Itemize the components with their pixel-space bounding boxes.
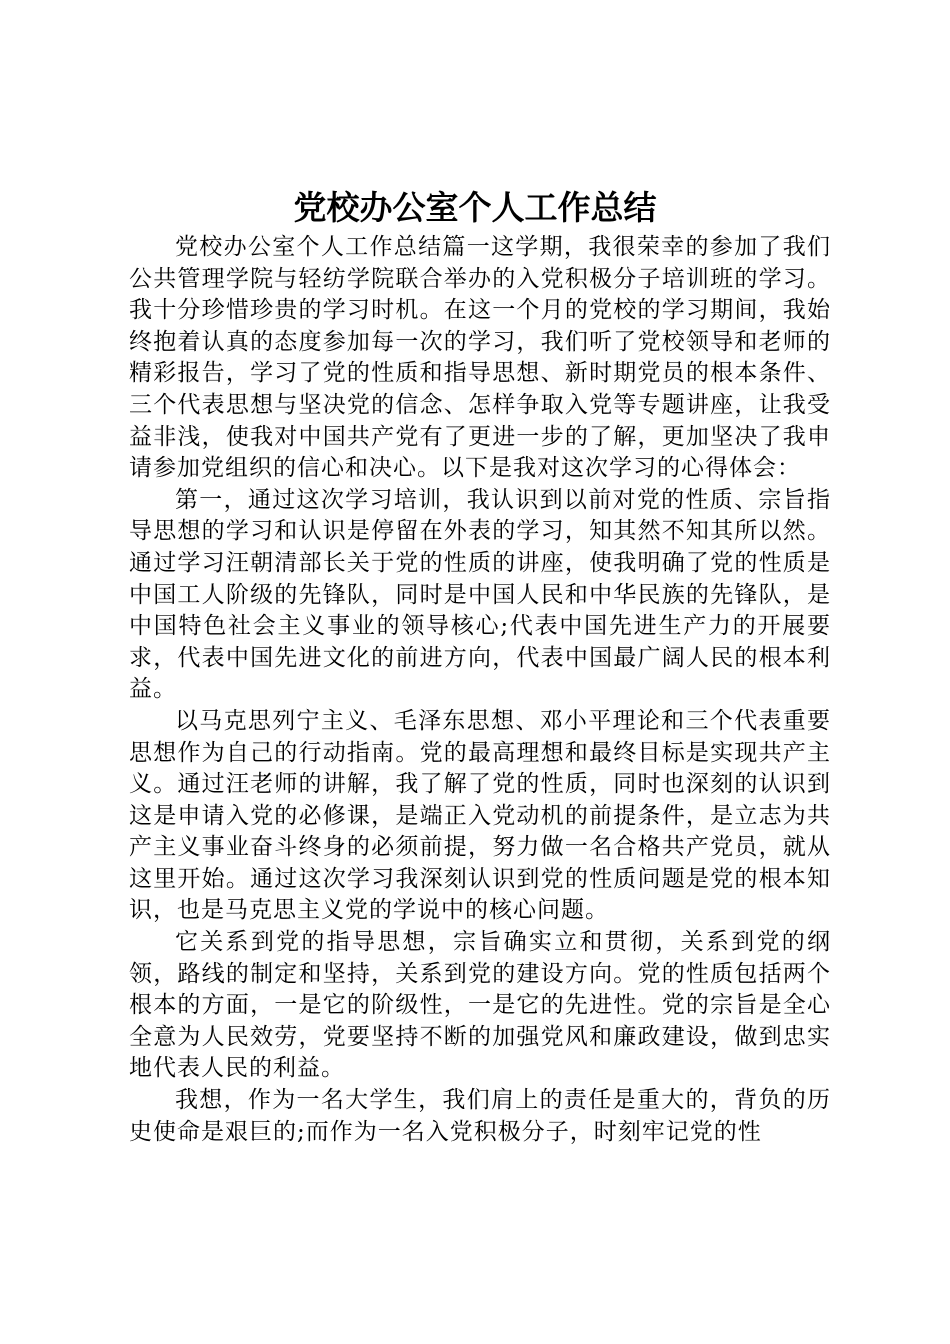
paragraph: 党校办公室个人工作总结篇一这学期，我很荣幸的参加了我们公共管理学院与轻纺学院联合举办的入党积极分子培训班的学习。我十分珍惜珍贵的学习时机。在这一个月的党校的学习期间，我始终抱着认真的态度参加每一次的学习，我们听了党校领导和老师的精彩报告，学习了党的性质和指导思想、新时期党员的根本条件、三个代表思想与坚决党的信念、怎样争取入党等专题讲座，让我受益非浅，使我对中国共产党有了更进一步的了解，更加坚决了我申请参加党组织的信心和决心。以下是我对这次学习的心得体会： <box>129 234 831 482</box>
document-body <box>129 232 831 1148</box>
paragraph: 它关系到党的指导思想，宗旨确实立和贯彻，关系到党的纲领，路线的制定和坚持，关系到党的建设方向。党的性质包括两个根本的方面，一是它的阶级性，一是它的先进性。党的宗旨是全心全意为人民效劳，党要坚持不断的加强党风和廉政建设，做到忠实地代表人民的利益。 <box>129 929 831 1082</box>
paragraph: 以马克思列宁主义、毛泽东思想、邓小平理论和三个代表重要思想作为自己的行动指南。党的最高理想和最终目标是实现共产主义。通过汪老师的讲解，我了解了党的性质，同时也深刻的认识到这是申请入党的必修课，是端正入党动机的前提条件，是立志为共产主义事业奋斗终身的必须前提，努力做一名合格共产党员，就从这里开始。通过这次学习我深刻认识到党的性质问题是党的根本知识，也是马克思主义党的学说中的核心问题。 <box>129 707 831 924</box>
paragraph: 我想，作为一名大学生，我们肩上的责任是重大的，背负的历史使命是艰巨的;而作为一名入党积极分子，时刻牢记党的性 <box>129 1087 831 1145</box>
document-title: 党校办公室个人工作总结 <box>293 188 657 227</box>
paragraph: 第一，通过这次学习培训，我认识到以前对党的性质、宗旨指导思想的学习和认识是停留在外表的学习，知其然不知其所以然。通过学习汪朝清部长关于党的性质的讲座，使我明确了党的性质是中国工人阶级的先锋队，同时是中国人民和中华民族的先锋队，是中国特色社会主义事业的领导核心;代表中国先进生产力的开展要求，代表中国先进文化的前进方向，代表中国最广阔人民的根本利益。 <box>129 486 831 703</box>
